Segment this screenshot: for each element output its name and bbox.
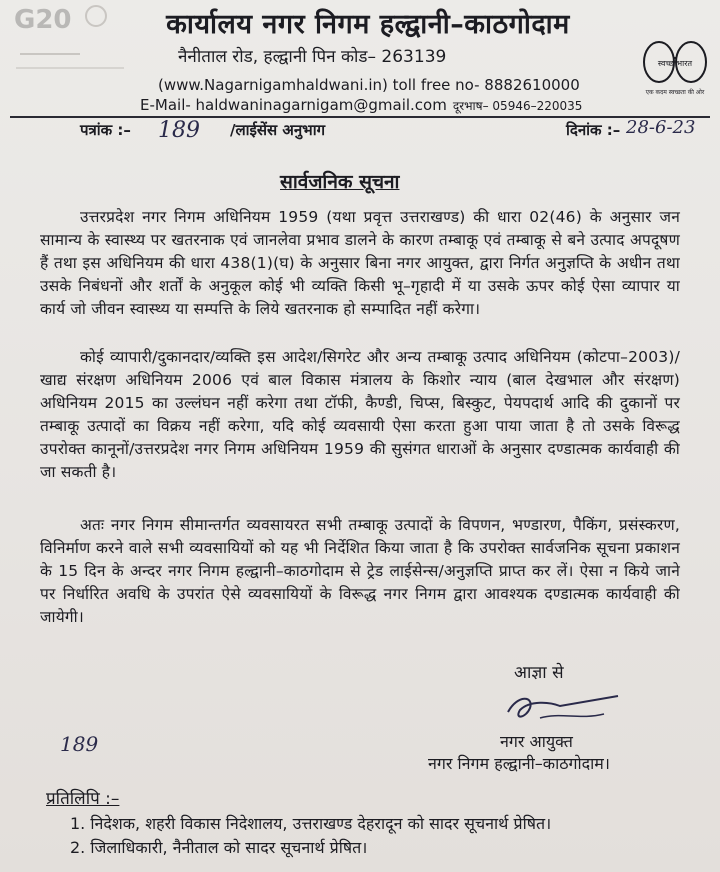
copy-to-item: 1. निदेशक, शहरी विकास निदेशालय, उत्तराखण्ड देहरादून को सादर सूचनार्थ प्रेषित। <box>70 814 552 833</box>
reference-label: पत्रांक :– <box>80 121 131 139</box>
date-value: 28-6-23 <box>626 117 696 138</box>
signatory-designation: नगर आयुक्त <box>500 732 573 751</box>
notice-paragraph-2: कोई व्यापारी/दुकानदार/व्यक्ति इस आदेश/सिगरेट और अन्य तम्बाकू उत्पाद अधिनियम (कोटपा–2003)/खाद्य संरक्षण अधिनियम 2006 एवं बाल विकास मंत्रालय के किशोर न्याय (बाल देखभाल और संरक्षण) अधिनियम 2015 का उल्लंघन नहीं करेगा तथा टॉफी, कैण्डी, चिप्स, बिस्कुट, पेयपदार्थ आदि की दुकानों पर तम्बाकू उत्पादों का विक्रय नहीं करेगा, यदि कोई व्यवसायी ऐसा करता हुआ पाया जाता है तो उसके विरूद्ध उपरोक्त कानूनों/उत्तरप्रदेश नगर निगम अधिनियम 1959 की सुसंगत धाराओं के अनुसार दण्डात्मक कार्यवाही की जा सकती है। <box>40 348 680 481</box>
order-text: आज्ञा से <box>514 663 564 683</box>
copy-to-label: प्रतिलिपि :– <box>46 789 120 809</box>
g20-logo-icon <box>10 2 130 82</box>
email-line <box>140 96 582 114</box>
office-address: नैनीताल रोड, हल्द्वानी पिन कोड– 263139 <box>178 47 447 67</box>
handwritten-number: 189 <box>60 732 99 756</box>
notice-heading: सार्वजनिक सूचना <box>280 171 400 193</box>
office-name: कार्यालय नगर निगम हल्द्वानी–काठगोदाम <box>166 9 570 40</box>
svg-text:एक कदम स्वच्छता की ओर: एक कदम स्वच्छता की ओर <box>645 89 705 96</box>
signature-icon <box>500 690 630 726</box>
notice-paragraph-1: उत्तरप्रदेश नगर निगम अधिनियम 1959 (यथा प्रवृत्त उत्तराखण्ड) की धारा 02(46) के अनुसार जन सामान्य के स्वास्थ्य पर खतरनाक एवं जानलेवा प्रभाव डालने के कारण तम्बाकू एवं तम्बाकू से बने उत्पाद अपदूषण हैं तथा इस अधिनियम की धारा 438(1)(घ) के अनुसार बिना नगर आयुक्त, द्वारा निर्गत अनुज्ञप्ति के अधीन तथा उसके निबंधनों और शर्तों के अनुकूल कोई भी व्यक्ति किसी भू–गृहादी में या उसके ऊपर कोई ऐसा व्यापार या कार्य जो जीवन स्वास्थ्य या सम्पत्ति के लिये खतरनाक हो सम्पादित नहीं करेगा। <box>40 208 680 318</box>
signatory-office: नगर निगम हल्द्वानी–काठगोदाम। <box>428 754 610 773</box>
reference-number: 189 <box>158 118 200 143</box>
copy-to-item: 2. जिलाधिकारी, नैनीताल को सादर सूचनार्थ प्रेषित। <box>70 838 368 857</box>
date-label: दिनांक :– <box>566 121 621 139</box>
notice-paragraph-3: अतः नगर निगम सीमान्तर्गत व्यवसायरत सभी तम्बाकू उत्पादों के विपणन, भण्डारण, पैकिंग, प्रसंस्करण, विनिर्माण करने वाले सभी व्यवसायियों को यह भी निर्देशित किया जाता है कि उपरोक्त सार्वजनिक सूचना प्रकाशन के 15 दिन के अन्दर नगर निगम हल्द्वानी–काठगोदाम से ट्रेड लाईसेन्स/अनुज्ञप्ति प्राप्त कर लें। ऐसा न किये जाने पर निर्धारित अवधि के उपरांत ऐसे व्यवसायियों के विरूद्ध नगर निगम द्वारा आवश्यक दण्डात्मक कार्यवाही की जायेगी। <box>40 516 680 626</box>
email-address: E-Mail- haldwaninagarnigam@gmail.com <box>140 96 447 114</box>
swachh-bharat-logo-icon <box>640 36 710 98</box>
svg-text:G20: G20 <box>14 5 72 35</box>
phone-number: दूरभाष– 05946–220035 <box>452 99 583 113</box>
header-divider <box>10 116 710 118</box>
reference-department: /लाईसेंस अनुभाग <box>230 121 326 139</box>
svg-text:स्वच्छ भारत: स्वच्छ भारत <box>657 59 693 68</box>
website-and-tollfree: (www.Nagarnigamhaldwani.in) toll free no- 8882610000 <box>158 76 580 94</box>
